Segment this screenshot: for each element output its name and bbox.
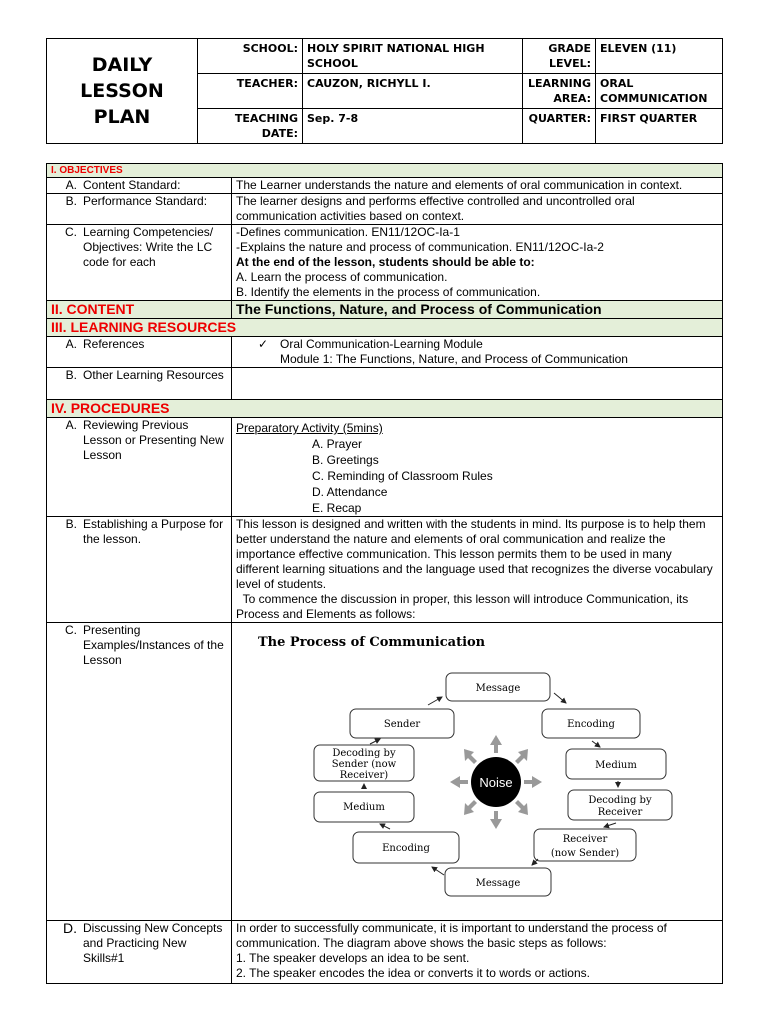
content-title: The Functions, Nature, and Process of Communication [232, 301, 723, 319]
area-value: ORAL COMMUNICATION [596, 74, 723, 109]
content-standard-label: A. Content Standard: [47, 178, 232, 194]
references-label: A. References [47, 337, 232, 368]
competencies-text: -Defines communication. EN11/12OC-Ia-1 -Explains the nature and process of communication. EN11/12OC-Ia-2 At the end of the lesson, students should be able to: A. Learn the process of communication. B. Identify the elements in the process of communication. [232, 225, 723, 301]
school-value: HOLY SPIRIT NATIONAL HIGH SCHOOL [303, 39, 523, 74]
svg-text:Encoding: Encoding [382, 843, 430, 854]
diagram-cell [232, 623, 723, 921]
box-decoding-receiver [568, 790, 672, 820]
svg-text:(now Sender): (now Sender) [550, 848, 620, 859]
teacher-label: TEACHER: [198, 74, 303, 109]
check-icon: ✓ [258, 337, 269, 351]
date-label: TEACHING DATE: [198, 109, 303, 144]
quarter-value: FIRST QUARTER [596, 109, 723, 144]
box-message-top [446, 673, 550, 701]
quarter-label: QUARTER: [523, 109, 596, 144]
svg-text:Decoding by: Decoding by [332, 748, 396, 759]
svg-text:Receiver: Receiver [597, 807, 643, 818]
box-sender [350, 709, 454, 738]
process-diagram [232, 623, 722, 919]
svg-text:Message: Message [475, 683, 521, 694]
discussing-text: In order to successfully communicate, it is important to understand the process of communication. The diagram above shows the basic steps as follows: 1. The speaker develops an idea to be sent. 2. The speaker encodes the idea or converts it to words or actions. [232, 921, 723, 984]
box-encoding-right [542, 709, 640, 738]
svg-text:Medium: Medium [595, 760, 637, 771]
content-heading: II. CONTENT [47, 301, 232, 319]
purpose-text: This lesson is designed and written with the students in mind. Its purpose is to help them better understand the nature and elements of oral communication and realize the importance effective communication. This lesson permits them to be used in many different learning situations and the language used that recognizes the diverse vocabulary level of students. To commence the discussion in proper, this lesson will introduce Communication, its Process and Elements as follows: [232, 517, 723, 623]
area-label: LEARNING AREA: [523, 74, 596, 109]
discussing-label: D. Discussing New Concepts and Practicing New Skills#1 [47, 921, 232, 984]
date-value: Sep. 7-8 [303, 109, 523, 144]
teacher-value: CAUZON, RICHYLL I. [303, 74, 523, 109]
objectives-heading: I. OBJECTIVES [47, 164, 723, 178]
noise-label: Noise [479, 775, 513, 790]
reviewing-label: A. Reviewing Previous Lesson or Presenting New Lesson [47, 418, 232, 517]
plan-title: DAILY LESSON PLAN [47, 39, 198, 144]
header-table [46, 38, 723, 144]
grade-label: GRADE LEVEL: [523, 39, 596, 74]
procedures-heading: IV. PROCEDURES [47, 400, 723, 418]
diagram-title: The Process of Communication [258, 635, 486, 650]
other-resources-text [232, 368, 723, 400]
grade-value: ELEVEN (11) [596, 39, 723, 74]
svg-text:Sender: Sender [383, 719, 421, 730]
box-decoding-sender [314, 745, 414, 781]
box-message-bottom [445, 868, 551, 896]
svg-text:Sender (now: Sender (now [331, 759, 397, 770]
competencies-label: C. Learning Competencies/ Objectives: Write the LC code for each [47, 225, 232, 301]
svg-text:Decoding by: Decoding by [588, 795, 652, 806]
box-encoding-left [353, 832, 459, 863]
content-standard-text: The Learner understands the nature and elements of oral communication in context. [232, 178, 723, 194]
svg-text:Receiver): Receiver) [339, 770, 389, 781]
svg-text:Encoding: Encoding [567, 719, 615, 730]
references-text: ✓ Oral Communication-Learning Module Module 1: The Functions, Nature, and Process of Communication [232, 337, 723, 368]
other-resources-label: B. Other Learning Resources [47, 368, 232, 400]
purpose-label: B. Establishing a Purpose for the lesson. [47, 517, 232, 623]
school-label: SCHOOL: [198, 39, 303, 74]
lesson-table [46, 163, 723, 984]
svg-text:Receiver: Receiver [562, 834, 608, 845]
svg-text:Medium: Medium [343, 802, 385, 813]
preparatory-activity: Preparatory Activity (5mins) A. Prayer B. Greetings C. Reminding of Classroom Rules D. Attendance E. Recap [232, 418, 723, 517]
box-medium-right [566, 749, 666, 779]
resources-heading: III. LEARNING RESOURCES [47, 319, 723, 337]
performance-standard-text: The learner designs and performs effective controlled and uncontrolled oral communication activities based on context. [232, 194, 723, 225]
performance-standard-label: B. Performance Standard: [47, 194, 232, 225]
svg-text:Message: Message [475, 878, 521, 889]
box-receiver [534, 829, 636, 861]
examples-label: C. Presenting Examples/Instances of the Lesson [47, 623, 232, 921]
box-medium-left [314, 792, 414, 822]
